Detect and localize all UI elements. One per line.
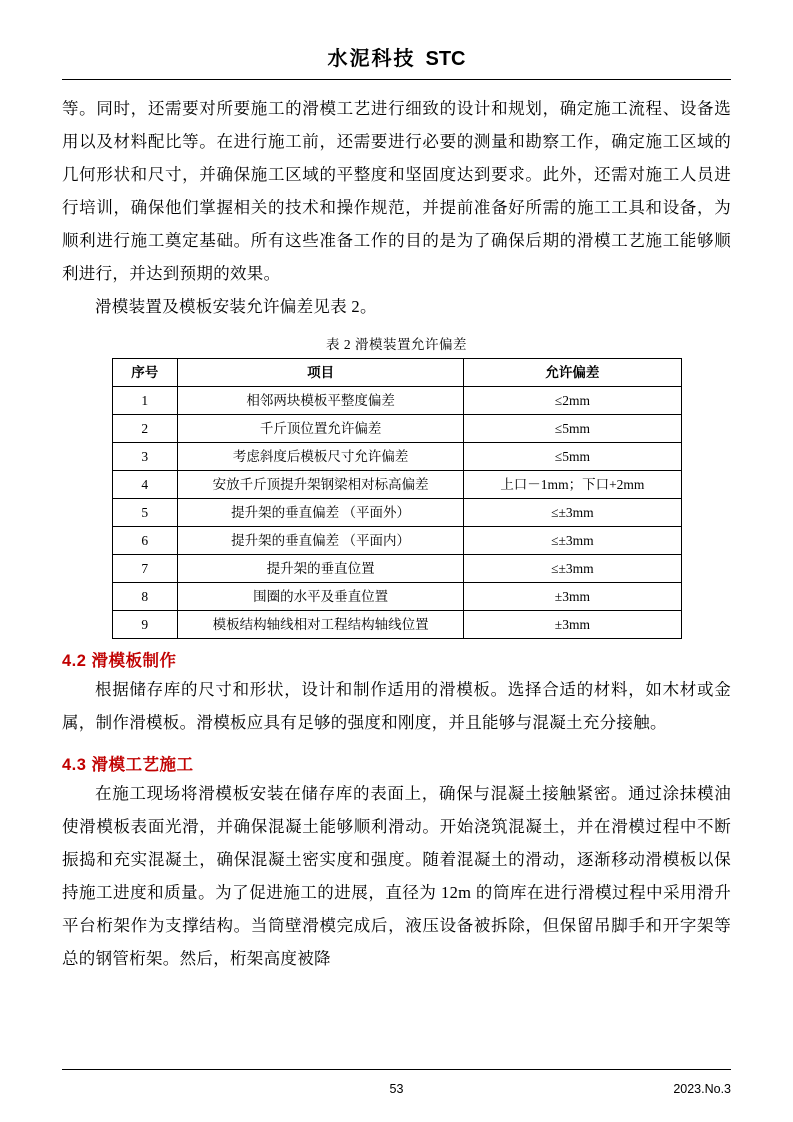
table-row <box>112 499 681 527</box>
cell-item: 相邻两块模板平整度偏差 <box>177 387 463 415</box>
section-heading-4-3: 4.3 滑模工艺施工 <box>62 756 194 774</box>
cell-no: 3 <box>112 443 177 471</box>
document-body <box>62 92 731 975</box>
paragraph-table-ref: 滑模装置及模板安装允许偏差见表 2。 <box>95 297 377 316</box>
cell-item: 提升架的垂直偏差 （平面内） <box>177 527 463 555</box>
cell-no: 8 <box>112 583 177 611</box>
section-4-2-paragraph: 根据储存库的尺寸和形状，设计和制作适用的滑模板。选择合适的材料，如木材或金属，制作滑模板。滑模板应具有足够的强度和刚度，并且能够与混凝土充分接触。 <box>62 680 731 732</box>
table-header-row <box>112 359 681 387</box>
table-row <box>112 415 681 443</box>
cell-tolerance: ≤5mm <box>464 443 681 471</box>
page-content-area <box>62 0 731 1122</box>
table-row <box>112 443 681 471</box>
cell-tolerance: ±3mm <box>464 583 681 611</box>
header-divider <box>62 79 731 80</box>
page-header <box>62 0 731 71</box>
cell-item: 千斤顶位置允许偏差 <box>177 415 463 443</box>
tolerance-table <box>112 358 682 639</box>
page-number: 53 <box>389 1082 404 1096</box>
cell-no: 2 <box>112 415 177 443</box>
issue-label: 2023.No.3 <box>673 1082 731 1096</box>
column-header-tolerance: 允许偏差 <box>464 359 681 387</box>
section-heading-4-2: 4.2 滑模板制作 <box>62 652 177 670</box>
table-row <box>112 611 681 639</box>
page-footer <box>62 1082 731 1096</box>
table-row <box>112 387 681 415</box>
cell-tolerance: ≤±3mm <box>464 555 681 583</box>
cell-tolerance: ≤±3mm <box>464 499 681 527</box>
section-4-3-paragraph: 在施工现场将滑模板安装在储存库的表面上，确保与混凝土接触紧密。通过涂抹模油使滑模板表面光滑，并确保混凝土能够顺利滑动。开始浇筑混凝土，并在滑模过程中不断振捣和充实混凝土，确保混凝土密实度和强度。随着混凝土的滑动，逐渐移动滑模板以保持施工进度和质量。为了促进施工的进展，直径为 12m 的筒库在进行滑模过程中采用滑升平台桁架作为支撑结构。当筒壁滑模完成后，液压设备被拆除，但保留吊脚手和开字架等总的钢管桁架。然后，桁架高度被降 <box>62 784 731 968</box>
column-header-item: 项目 <box>177 359 463 387</box>
cell-no: 6 <box>112 527 177 555</box>
cell-tolerance: 上口－1mm；下口+2mm <box>464 471 681 499</box>
table-row <box>112 471 681 499</box>
table-row <box>112 583 681 611</box>
cell-no: 5 <box>112 499 177 527</box>
column-header-no: 序号 <box>112 359 177 387</box>
table-caption: 表 2 滑模装置允许偏差 <box>326 337 467 352</box>
cell-tolerance: ±3mm <box>464 611 681 639</box>
cell-tolerance: ≤±3mm <box>464 527 681 555</box>
table-row <box>112 555 681 583</box>
cell-item: 提升架的垂直偏差 （平面外） <box>177 499 463 527</box>
cell-no: 7 <box>112 555 177 583</box>
journal-title-cn: 水泥科技 <box>327 48 416 70</box>
cell-no: 4 <box>112 471 177 499</box>
journal-title-en: STC <box>425 48 466 70</box>
cell-item: 围圈的水平及垂直位置 <box>177 583 463 611</box>
cell-item: 提升架的垂直位置 <box>177 555 463 583</box>
cell-item: 考虑斜度后模板尺寸允许偏差 <box>177 443 463 471</box>
table-row <box>112 527 681 555</box>
cell-no: 1 <box>112 387 177 415</box>
cell-tolerance: ≤2mm <box>464 387 681 415</box>
cell-item: 模板结构轴线相对工程结构轴线位置 <box>177 611 463 639</box>
cell-item: 安放千斤顶提升架钢梁相对标高偏差 <box>177 471 463 499</box>
paragraph-intro: 等。同时，还需要对所要施工的滑模工艺进行细致的设计和规划，确定施工流程、设备选用以及材料配比等。在进行施工前，还需要进行必要的测量和勘察工作，确定施工区域的几何形状和尺寸，并确保施工区域的平整度和坚固度达到要求。此外，还需对施工人员进行培训，确保他们掌握相关的技术和操作规范，并提前准备好所需的施工工具和设备，为顺利进行施工奠定基础。所有这些准备工作的目的是为了确保后期的滑模工艺施工能够顺利进行，并达到预期的效果。 <box>62 99 731 283</box>
footer-divider <box>62 1069 731 1070</box>
section-spacer <box>62 739 731 743</box>
cell-tolerance: ≤5mm <box>464 415 681 443</box>
cell-no: 9 <box>112 611 177 639</box>
